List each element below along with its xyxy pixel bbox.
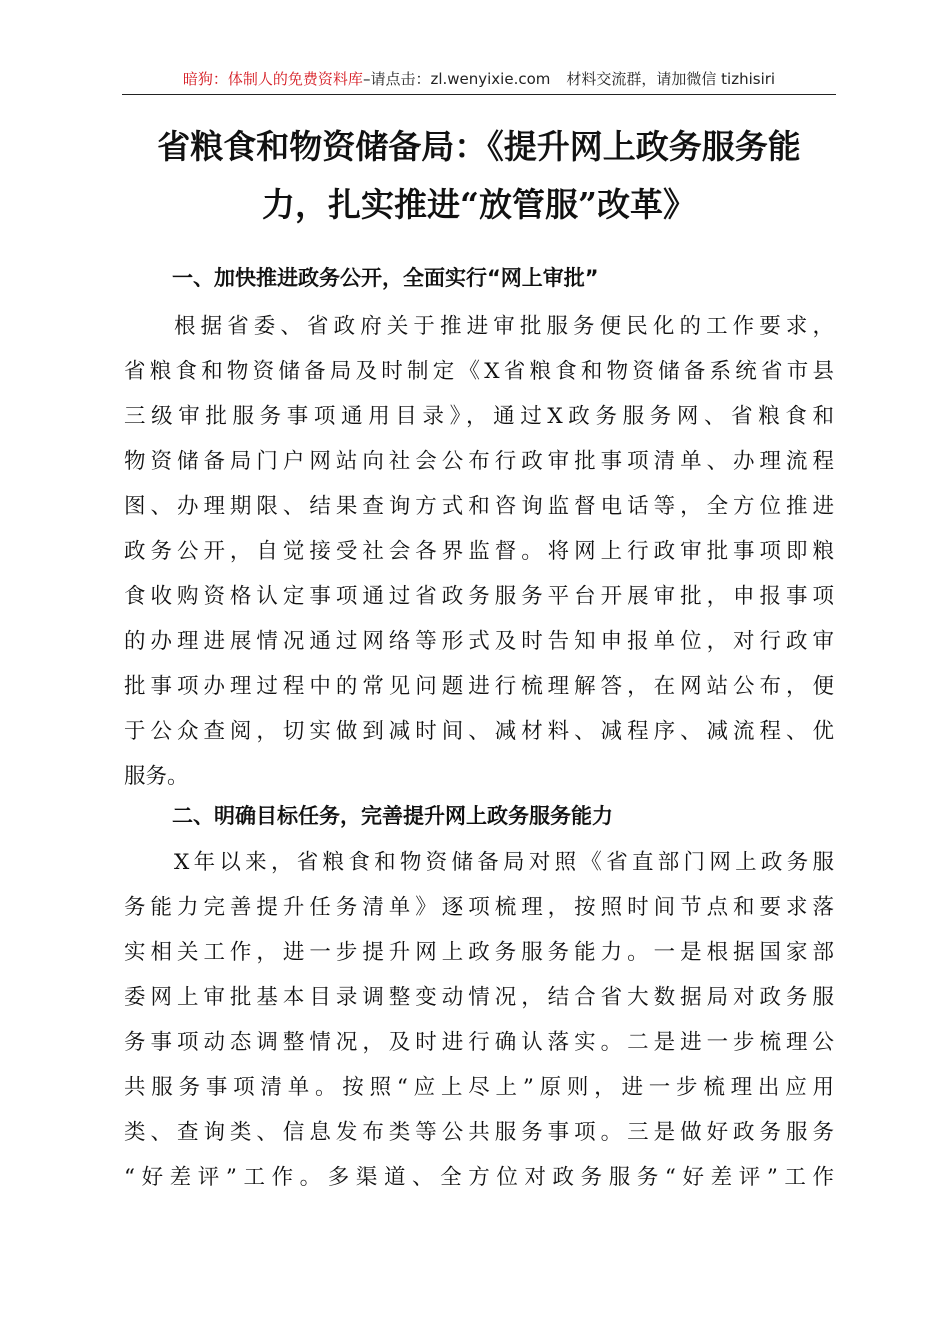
section-1-heading: 一、加快推进政务公开，全面实行“网上审批” [172, 266, 599, 290]
paragraph-line: 的办理进展情况通过网络等形式及时告知申报单位，对行政审 [124, 629, 834, 654]
paragraph-line: 物资储备局门户网站向社会公布行政审批事项清单、办理流程 [124, 449, 834, 474]
page-header [122, 64, 836, 95]
paragraph-line: 根据省委、省政府关于推进审批服务便民化的工作要求， [174, 314, 834, 339]
paragraph-line: 务事项动态调整情况，及时进行确认落实。二是进一步梳理公 [124, 1030, 834, 1055]
paragraph-line: 省粮食和物资储备局及时制定《X省粮食和物资储备系统省市县 [124, 359, 834, 384]
header-brand: 暗狗：体制人的免费资料库 [182, 70, 363, 88]
paragraph-line: 共服务事项清单。按照“应上尽上”原则，进一步梳理出应用 [124, 1075, 834, 1100]
header-url-link[interactable]: zl.wenyixie.com [430, 70, 551, 88]
header-contact: 材料交流群，请加微信 tizhisiri [566, 70, 776, 88]
paragraph-line: 三级审批服务事项通用目录》，通过X政务服务网、省粮食和 [124, 404, 834, 429]
title-line-2: 力，扎实推进“放管服”改革》 [262, 185, 696, 224]
section-2-heading: 二、明确目标任务，完善提升网上政务服务能力 [172, 804, 613, 828]
title-line-1: 省粮食和物资储备局：《提升网上政务服务能 [157, 127, 801, 166]
paragraph-line: 政务公开，自觉接受社会各界监督。将网上行政审批事项即粮 [124, 539, 834, 564]
paragraph-line: 图、办理期限、结果查询方式和咨询监督电话等，全方位推进 [124, 494, 834, 519]
paragraph-line: 服务。 [124, 764, 189, 789]
document-title [122, 118, 836, 234]
section-2-paragraph [124, 840, 834, 1200]
paragraph-line: “好差评”工作。多渠道、全方位对政务服务“好差评”工作 [124, 1165, 834, 1190]
paragraph-line: 于公众查阅，切实做到减时间、减材料、减程序、减流程、优 [124, 719, 834, 744]
paragraph-line: 务能力完善提升任务清单》逐项梳理，按照时间节点和要求落 [124, 895, 834, 920]
paragraph-line: X年以来，省粮食和物资储备局对照《省直部门网上政务服 [174, 850, 834, 875]
header-click-prefix: –请点击： [362, 70, 431, 88]
paragraph-line: 食收购资格认定事项通过省政务服务平台开展审批，申报事项 [124, 584, 834, 609]
paragraph-line: 类、查询类、信息发布类等公共服务事项。三是做好政务服务 [124, 1120, 834, 1145]
section-1-paragraph [124, 304, 834, 799]
paragraph-line: 批事项办理过程中的常见问题进行梳理解答，在网站公布，便 [124, 674, 834, 699]
paragraph-line: 实相关工作，进一步提升网上政务服务能力。一是根据国家部 [124, 940, 834, 965]
paragraph-line: 委网上审批基本目录调整变动情况，结合省大数据局对政务服 [124, 985, 834, 1010]
